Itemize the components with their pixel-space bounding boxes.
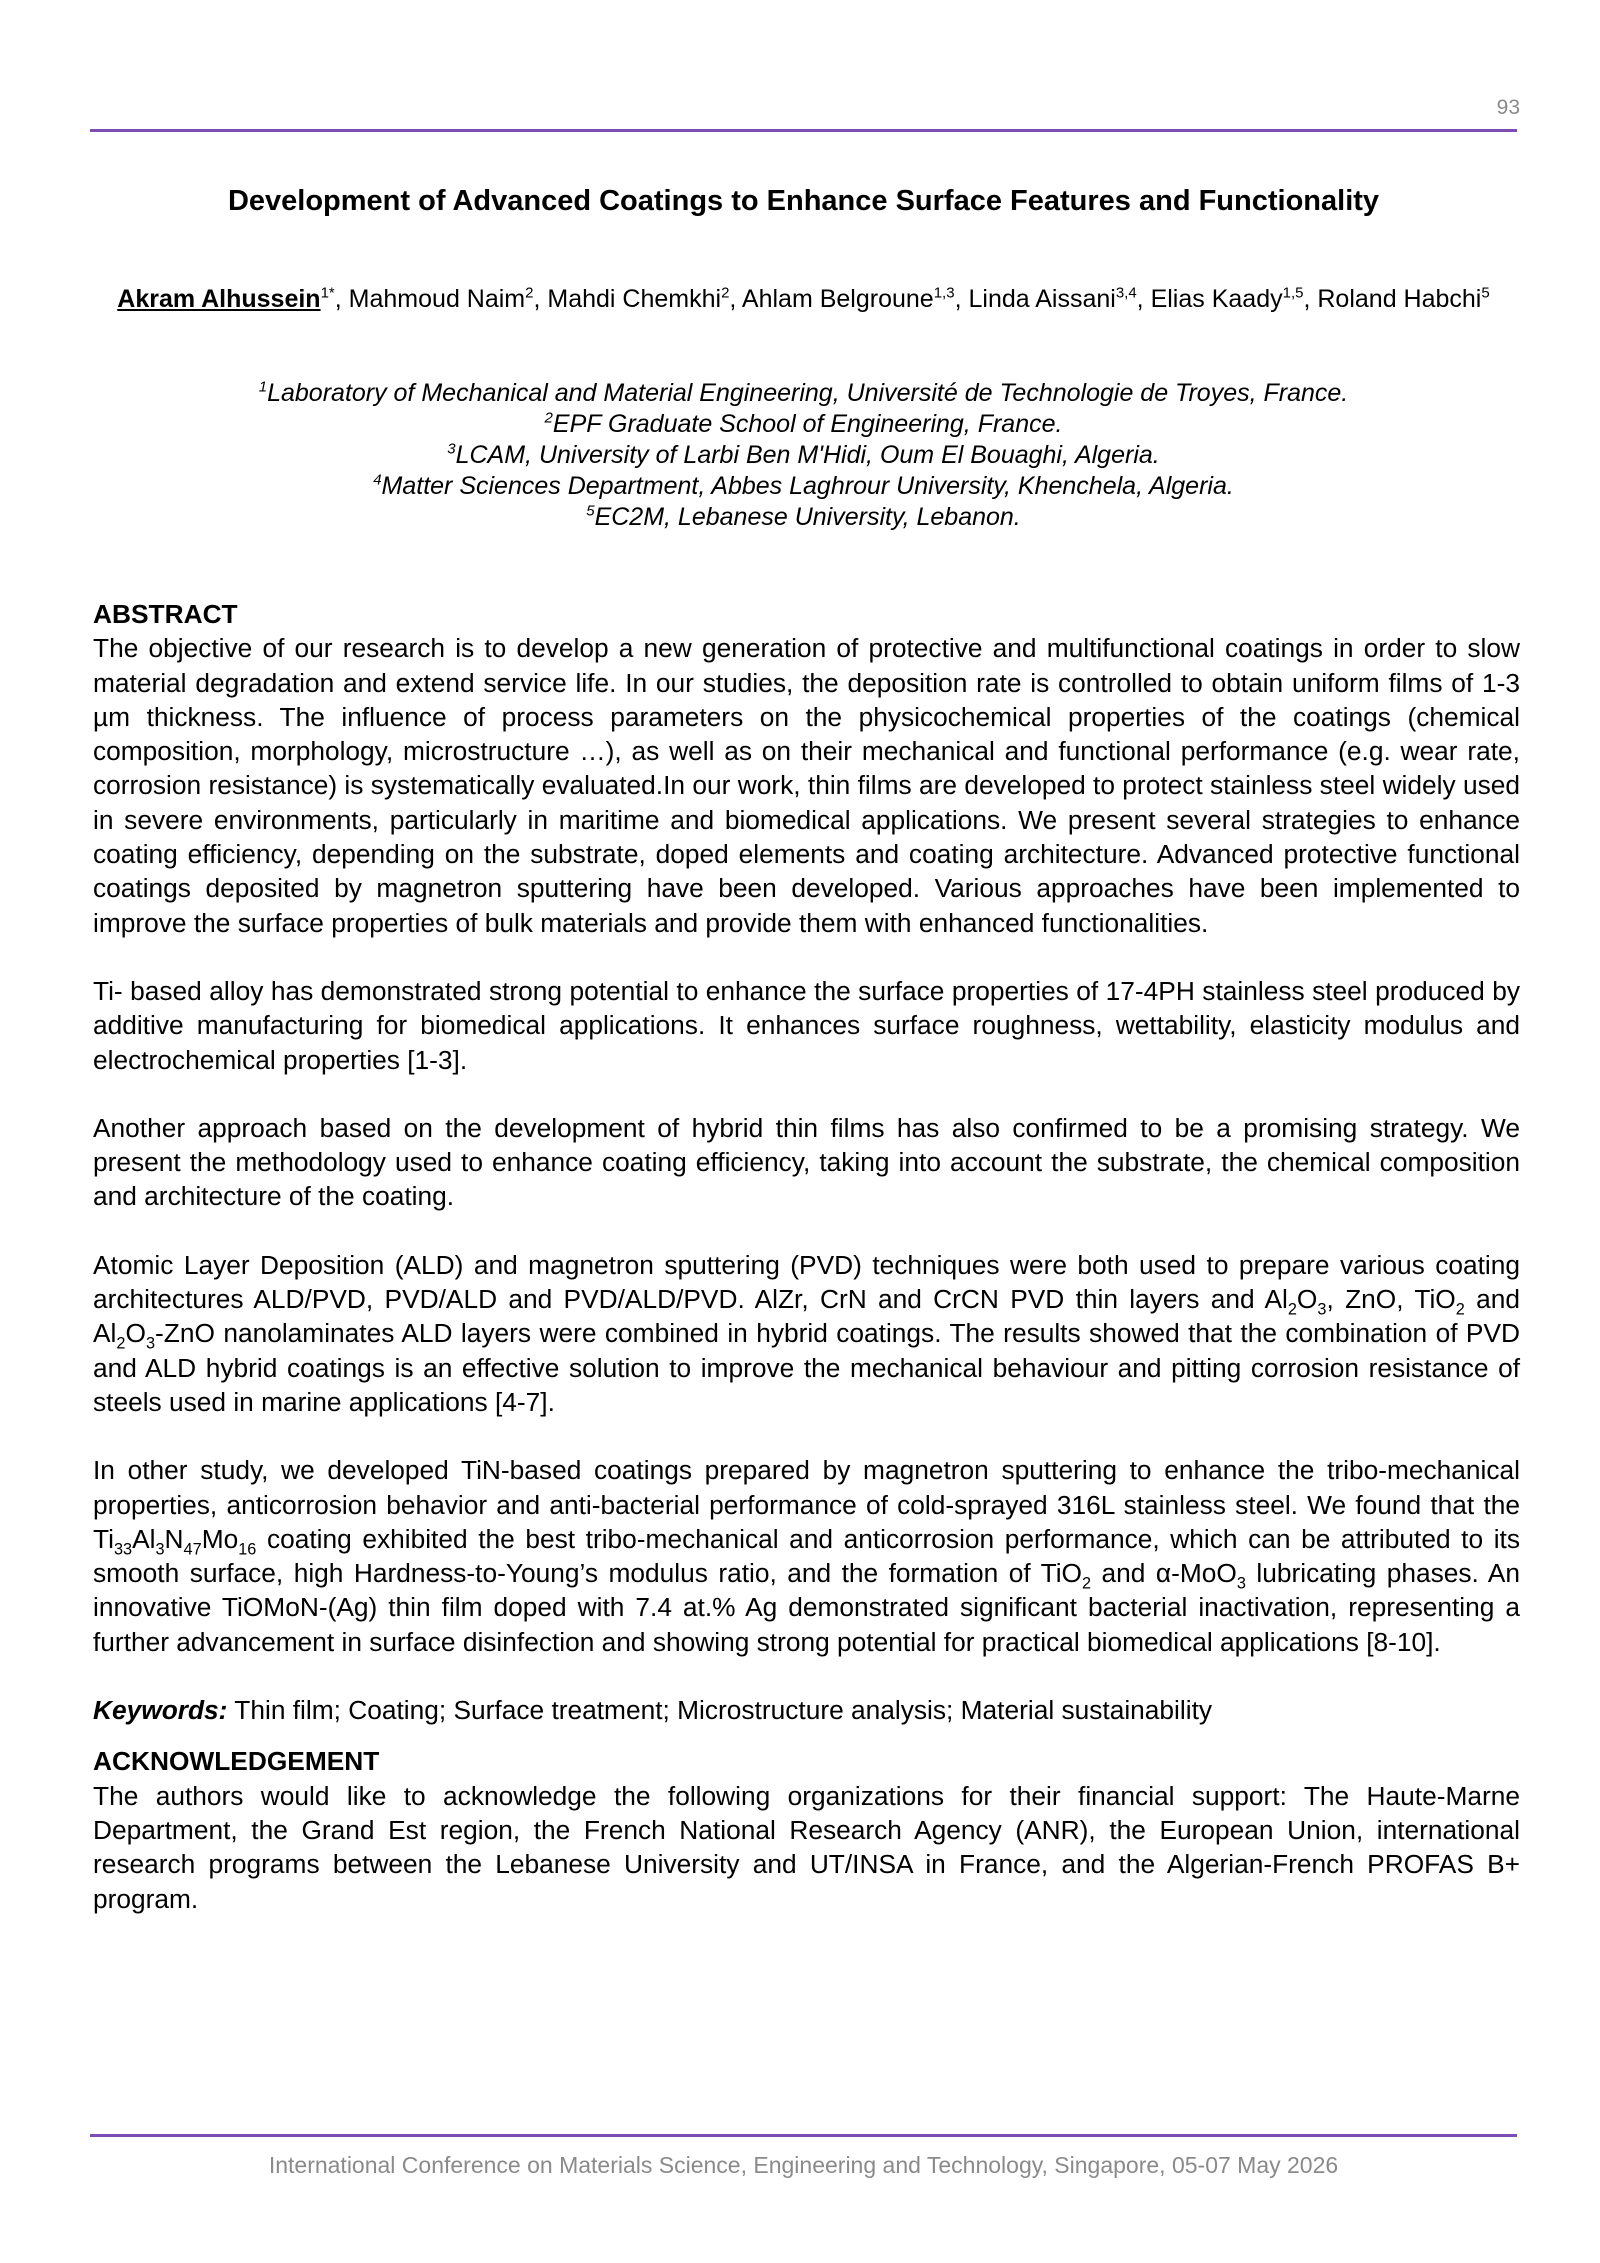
author-affil-mark: 1* [320, 284, 335, 302]
affiliation-mark: 1 [258, 378, 268, 396]
affiliation-mark: 2 [544, 409, 553, 427]
affiliation: $^4$Matter Sciences Department, Abbes Laghrour University, Khenchela, Algeria. [373, 471, 1234, 500]
author-affil-mark: 2 [721, 284, 730, 302]
abstract-paragraph: Atomic Layer Deposition (ALD) and magnetron sputtering (PVD) techniques were both used to prepare various coating architectures ALD/PVD, PVD/ALD and PVD/ALD/PVD. AlZr, CrN and CrCN PVD thin layers and $Al_2O_3$, ZnO, TiO$_2$ and $Al_2O_3$-ZnO nanolaminates ALD layers were combined in hybrid coatings. The results showed that the combination of PVD and ALD hybrid coatings is an effective solution to improve the mechanical behaviour and pitting corrosion resistance of steels used in marine applications [4-7]. [93, 1249, 1521, 1417]
author-list: Akram Alhussein$^{1*}$, Mahmoud Naim$^2$, Mahdi Chemkhi$^2$, Ahlam Belgroune$^{1,3}$, Linda Aissani$^{3,4}$, Elias Kaady$^{1,5}$, Roland Habchi$^5$ [117, 284, 1490, 313]
footer-text: International Conference on Materials Science, Engineering and Technology, Singapore, 05-07 May 2026 [268, 2152, 1339, 2178]
affiliation-list [90, 378, 1517, 533]
footer-divider [90, 2134, 1517, 2137]
author-affil-mark: 1,3 [933, 284, 955, 302]
author-affil-mark: 3,4 [1115, 284, 1137, 302]
acknowledgement-heading: ACKNOWLEDGEMENT [93, 1746, 380, 1777]
author-name: Linda Aissani [968, 285, 1116, 313]
affiliation: $^1$Laboratory of Mechanical and Material Engineering, Université de Technologie de Troyes, France. [258, 378, 1349, 407]
author-name: Mahmoud Naim [348, 285, 526, 313]
author-affil-mark: 2 [525, 284, 534, 302]
affiliation: $^2$EPF Graduate School of Engineering, France. [544, 409, 1063, 438]
affiliation-mark: 5 [586, 502, 595, 520]
abstract-paragraph: Another approach based on the development of hybrid thin films has also confirmed to be a promising strategy. We present the methodology used to enhance coating efficiency, taking into account the substrate, the chemical composition and architecture of the coating. [93, 1112, 1520, 1212]
keywords-text: Thin film; Coating; Surface treatment; Microstructure analysis; Material sustainability [227, 1695, 1213, 1726]
author-affil-mark: 1,5 [1282, 284, 1304, 302]
acknowledgement-text: The authors would like to acknowledge the following organizations for their financial support: The Haute-Marne Department, the Grand Est region, the French National Research Agency (ANR), the European Union, international research programs between the Lebanese University and UT/INSA in France, and the Algerian-French PROFAS B+ program. [93, 1780, 1520, 1914]
abstract-heading: ABSTRACT [93, 599, 238, 629]
keywords [93, 1693, 1520, 1727]
author-name: Mahdi Chemkhi [547, 285, 722, 313]
author-name: Akram Alhussein [117, 285, 321, 313]
author-affil-mark: 5 [1481, 284, 1490, 302]
paper-title: Development of Advanced Coatings to Enhance Surface Features and Functionality [227, 185, 1380, 217]
author-name: Roland Habchi [1317, 285, 1482, 313]
affiliation: $^5$EC2M, Lebanese University, Lebanon. [586, 502, 1021, 531]
author-name: Ahlam Belgroune [741, 285, 934, 313]
header-divider [90, 129, 1517, 132]
paper-body [93, 597, 1520, 1916]
abstract-paragraph: The objective of our research is to develop a new generation of protective and multifunctional coatings in order to slow material degradation and extend service life. In our studies, the deposition rate is controlled to obtain uniform films of 1-3 µm thickness. The influence of process parameters on the physicochemical properties of the coatings (chemical composition, morphology, microstructure …), as well as on their mechanical and functional performance (e.g. wear rate, corrosion resistance) is systematically evaluated.In our work, thin films are developed to protect stainless steel widely used in severe environments, particularly in maritime and biomedical applications. We present several strategies to enhance coating efficiency, depending on the substrate, doped elements and coating architecture. Advanced protective functional coatings deposited by magnetron sputtering have been developed. Various approaches have been implemented to improve the surface properties of bulk materials and provide them with enhanced functionalities. [93, 633, 1520, 938]
abstract-paragraph: In other study, we developed TiN-based coatings prepared by magnetron sputtering to enhance the tribo-mechanical properties, anticorrosion behavior and anti-bacterial performance of cold-sprayed 316L stainless steel. We found that the $Ti_{33}Al_3N_{47}Mo_{16}$ coating exhibited the best tribo-mechanical and anticorrosion performance, which can be attributed to its smooth surface, high Hardness-to-Young’s modulus ratio, and the formation of TiO$_2$ and α-MoO$_3$ lubricating phases. An innovative TiOMoN-(Ag) thin film doped with 7.4 at.% Ag demonstrated significant bacterial inactivation, representing a further advancement in surface disinfection and showing strong potential for practical biomedical applications [8-10]. [93, 1455, 1520, 1657]
abstract-paragraph: Ti- based alloy has demonstrated strong potential to enhance the surface properties of 17-4PH stainless steel produced by additive manufacturing for biomedical applications. It enhances surface roughness, wettability, elasticity modulus and electrochemical properties [1-3]. [93, 975, 1520, 1075]
affiliation-mark: 4 [373, 471, 382, 489]
keywords-label: Keywords: [93, 1695, 228, 1726]
affiliation-mark: 3 [447, 440, 456, 458]
affiliation: $^3$LCAM, University of Larbi Ben M'Hidi, Oum El Bouaghi, Algeria. [447, 440, 1160, 469]
author-name: Elias Kaady [1150, 285, 1283, 313]
page-number: 93 [1496, 96, 1520, 119]
